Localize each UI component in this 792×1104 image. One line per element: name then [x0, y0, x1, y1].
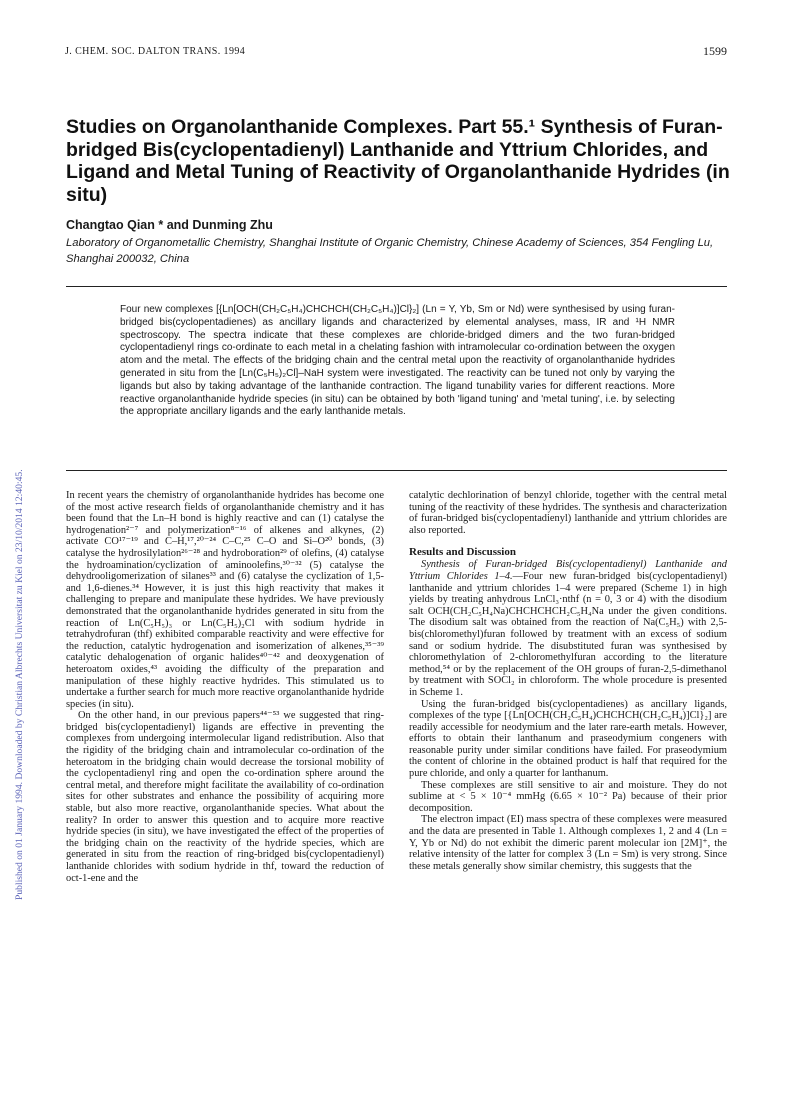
article-title: Studies on Organolanthanide Complexes. Part 55.¹ Synthesis of Furan-bridged Bis(cyclopentadienyl) Lanthanide and Yttrium Chlorides, and Ligand and Metal Tuning of Reactivity of Organolanthanide Hydrides (in situ): [66, 116, 730, 206]
abstract: Four new complexes [{Ln[OCH(CH₂C₅H₄)CHCHCH(CH₂C₅H₄)]Cl}₂] (Ln = Y, Yb, Sm or Nd) were synthesised by using furan-bridged bis(cyclopentadienes) as ancillary ligands and characterized by elemental analyses, mass, IR and ¹H NMR spectroscopy. The spectra indicate that these complexes are chloride-bridged dimers and the two furan-bridged cyclopentadienyl rings co-ordinate to each metal in a chelating fashion with intramolecular co-ordination between the oxygen atom and the metal. The effects of the bridging chain and the central metal upon the reactivity of organolanthanide hydrides generated in situ from the [Ln(C₅H₅)₂Cl]–NaH system were investigated. The reactivity can be tuned not only by varying the ligands but also by taking advantage of the lanthanide contraction. The ligand tunability varies for different reactions. More reactive organolanthanide hydride species (in situ) can be obtained by both 'ligand tuning' and 'metal tuning', i.e. by selecting the appropriate ancillary ligands and the early lanthanide metals.: [120, 304, 675, 418]
download-watermark: [2, 180, 25, 900]
subsection-heading: Synthesis of Furan-bridged Bis(cyclopentadienyl) Lanthanide and Yttrium Chlorides 1–4.: [409, 559, 727, 582]
abstract-bottom-rule: [66, 470, 727, 471]
author-list: Changtao Qian * and Dunming Zhu: [66, 218, 273, 232]
body-paragraph: In recent years the chemistry of organolanthanide hydrides has become one of the most active research fields of organolanthanide chemistry and it has been found that the Ln–H bond is highly reactive and can (1) catalyse the hydrogenation²⁻⁷ and polymerization⁸⁻¹⁶ of alkenes and alkynes, (2) activate CO¹⁷⁻¹⁹ and C–H,¹⁷,²⁰⁻²⁴ C–C,²⁵ C–O and Si–O²⁰ bonds, (3) catalyse the hydrosilylation²⁶⁻²⁸ and hydroboration²⁹ of olefins, (4) catalyse the hydroamination/cyclization of aminoolefins,³⁰⁻³² (5) catalyse the dehydrooligomerization of silanes³³ and (6) catalyse the cyclization of 1,5- and 1,6-dienes.³⁴ However, it is just this high reactivity that makes it challenging to prepare and manipulate these hydrides. We have previously demonstrated that the organolanthanide hydrides generated in situ from the reaction of Ln(C₅H₅)₃ or Ln(C₅H₅)₂Cl with sodium hydride in tetrahydrofuran (thf) exhibited comparable reactivity and were effective for the reduction, catalytic hydrogenation and isomerization of alkenes,³⁵⁻³⁹ catalytic dehalogenation of organic halides⁴⁰⁻⁴² and deoxygenation of heteroatom oxides,⁴³ avoiding the difficulty of the preparation and manipulation of these highly reactive hydrides. This stimulated us to undertake a further search for much more reactive organolanthanide hydride species (in situ).: [66, 490, 384, 710]
body-paragraph: The electron impact (EI) mass spectra of these complexes were measured and the data are presented in Table 1. Although complexes 1, 2 and 4 (Ln = Y, Yb or Nd) do not exhibit the dimeric parent molecular ion [2M]⁺, the relative intensity of the latter for complex 3 (Ln = Sm) is very strong. Since these metals generally show similar chemistry, this suggests that the: [409, 814, 727, 872]
watermark-text: Published on 01 January 1994. Downloaded by Christian Albrechts Universitat zu Kiel on 23/10/2014 12:40:45.: [14, 469, 25, 900]
right-column: [409, 490, 727, 872]
body-paragraph: catalytic dechlorination of benzyl chloride, together with the central metal tuning of the reactivity of these hydrides. The synthesis and characterization of furan-bridged bis(cyclopentadienyl) lanthanide and yttrium chlorides are also reported.: [409, 490, 727, 536]
body-paragraph: On the other hand, in our previous papers⁴⁴⁻⁵³ we suggested that ring-bridged bis(cyclopentadienyl) ligands are effective in preventing the complexes from undergoing intermolecular ligand redistribution. Also that the rigidity of the bridging chain and intramolecular co-ordination of the heteroatom in the bridging chain would decrease the torsional mobility of the cyclopentadienyl ring and open the co-ordination sphere around the central metal, and therefore might facilitate the availability of co-ordination sites for other substrates and enhance the possibility of acquiring more stable, but also more reactive, organolanthanide species. What about the reality? In order to answer this question and to acquire more reactive hydride species (in situ), we have investigated the effect of the properties of the bridging chain on the reactivity of the hydride species, which are generated in situ from the reaction of ring-bridged bis(cyclopentadienyl) lanthanide chlorides with sodium hydride in thf, toward the reduction of oct-1-ene and the: [66, 710, 384, 884]
section-heading: Results and Discussion: [409, 546, 516, 559]
body-paragraph: Using the furan-bridged bis(cyclopentadienes) as ancillary ligands, complexes of the type [{Ln[OCH(CH₂C₅H₄)CHCHCH(CH₂C₅H₄)]Cl}₂] are readily accessible for neodymium and the later rare-earth metals. However, efforts to obtain their lanthanum and praseodymium congeners with reasonable purity under similar conditions have failed. For praseodymium the content of chlorine in the obtained product is half that required for the pure chloride, and only a quarter for lanthanum.: [409, 698, 727, 780]
running-header: [65, 46, 727, 60]
abstract-top-rule: [66, 286, 727, 287]
body-paragraph: —Four new furan-bridged bis(cyclopentadienyl) lanthanide and yttrium chlorides 1–4 were prepared (Scheme 1) in high yields by treating anhydrous LnCl₃·nthf (n = 0, 3 or 4) with the disodium salt OCH(CH₂C₅H₄Na)CHCHCHCH₂C₅H₄Na under the given conditions. The disodium salt was obtained from the reaction of Na(C₅H₅) with 2,5-bis(chloromethyl)furan followed by treatment with an excess of sodium sand or sodium hydride. The disubstituted furan was synthesised by chloromethylation of 2-chloromethylfuran according to the literature method,⁵⁴ or by the replacement of the OH groups of furan-2,5-dimethanol by treatment with SOCl₂ in chloroform. The whole procedure is presented in Scheme 1.: [409, 570, 727, 698]
author-affiliation: Laboratory of Organometallic Chemistry, Shanghai Institute of Organic Chemistry, Chinese Academy of Sciences, 354 Fengling Lu, Shanghai 200032, China: [66, 237, 714, 265]
journal-reference: J. CHEM. SOC. DALTON TRANS. 1994: [65, 46, 246, 57]
body-paragraph: These complexes are still sensitive to air and moisture. They do not sublime at < 5 × 10⁻⁴ mmHg (6.65 × 10⁻² Pa) because of their prior decomposition.: [409, 779, 727, 814]
page-number: 1599: [703, 44, 727, 58]
left-column: [66, 490, 384, 884]
